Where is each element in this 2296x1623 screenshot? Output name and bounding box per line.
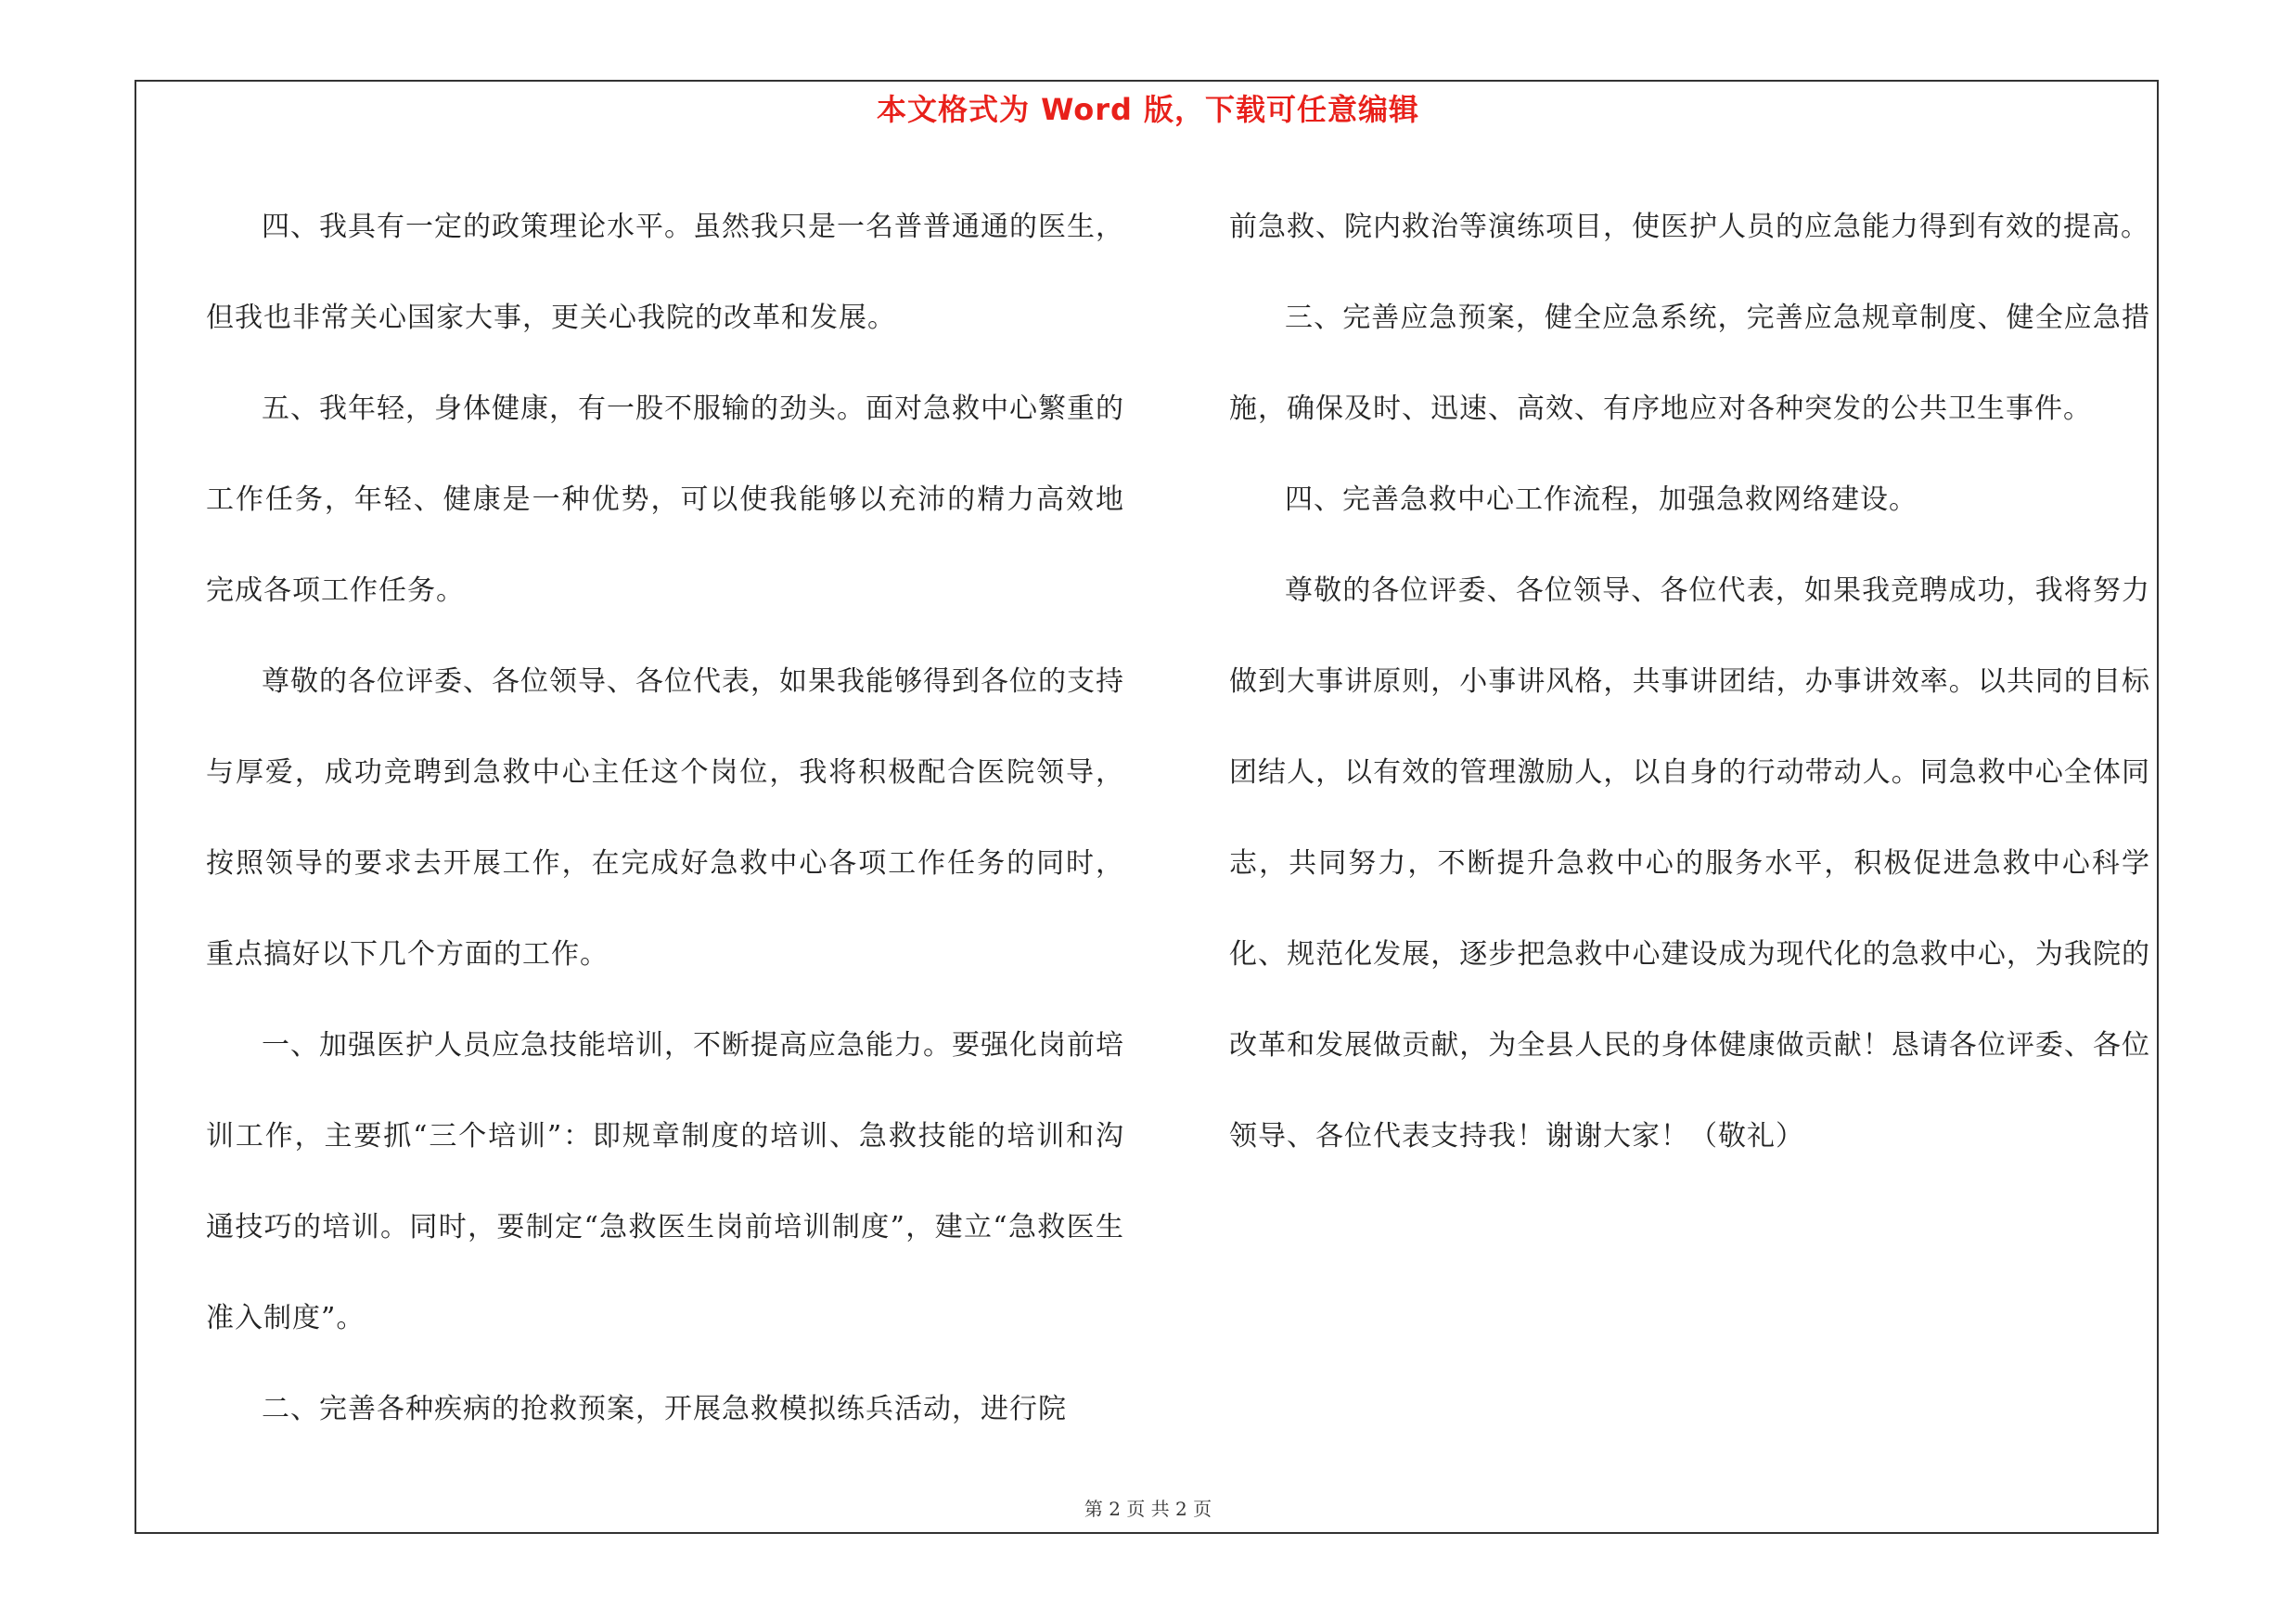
paragraph-continued: 前急救、院内救治等演练项目，使医护人员的应急能力得到有效的提高。 — [1229, 211, 2149, 243]
paragraph: 尊敬的各位评委、各位领导、各位代表，如果我竞聘成功，我将努力做到大事讲原则，小事讲风格，共事讲团结，办事讲效率。以共同的目标团结人，以有效的管理激励人，以自身的行动带动人。同急救中心全体同志，共同努力，不断提升急救中心的服务水平，积极促进急救中心科学化、规范化发展，逐步把急救中心建设成为现代化的急救中心，为我院的改革和发展做贡献，为全县人民的身体健康做贡献！恳请各位评委、各位领导、各位代表支持我！谢谢大家！（敬礼） — [1229, 574, 2150, 1153]
paragraph: 三、完善应急预案，健全应急系统，完善应急规章制度、健全应急措施，确保及时、迅速、高效、有序地应对各种突发的公共卫生事件。 — [1229, 302, 2150, 425]
paragraph: 一、加强医护人员应急技能培训，不断提高应急能力。要强化岗前培训工作，主要抓“三个培训”：即规章制度的培训、急救技能的培训和沟通技巧的培训。同时，要制定“急救医生岗前培训制度”，建立“急救医生准入制度”。 — [206, 1029, 1124, 1334]
page-number: 第 2 页 共 2 页 — [1084, 1498, 1212, 1520]
paragraph: 四、我具有一定的政策理论水平。虽然我只是一名普普通通的医生，但我也非常关心国家大事，更关心我院的改革和发展。 — [206, 211, 1124, 334]
left-column — [206, 182, 1124, 1455]
header-banner: 本文格式为 Word 版，下载可任意编辑 — [876, 92, 1420, 127]
paragraph: 尊敬的各位评委、各位领导、各位代表，如果我能够得到各位的支持与厚爱，成功竞聘到急救中心主任这个岗位，我将积极配合医院领导，按照领导的要求去开展工作，在完成好急救中心各项工作任务的同时，重点搞好以下几个方面的工作。 — [206, 665, 1124, 971]
paragraph: 五、我年轻，身体健康，有一股不服输的劲头。面对急救中心繁重的工作任务，年轻、健康是一种优势，可以使我能够以充沛的精力高效地完成各项工作任务。 — [206, 393, 1124, 607]
right-column — [1229, 182, 2150, 1182]
paragraph: 四、完善急救中心工作流程，加强急救网络建设。 — [1285, 483, 1918, 516]
paragraph: 二、完善各种疾病的抢救预案，开展急救模拟练兵活动，进行院 — [262, 1393, 1067, 1425]
